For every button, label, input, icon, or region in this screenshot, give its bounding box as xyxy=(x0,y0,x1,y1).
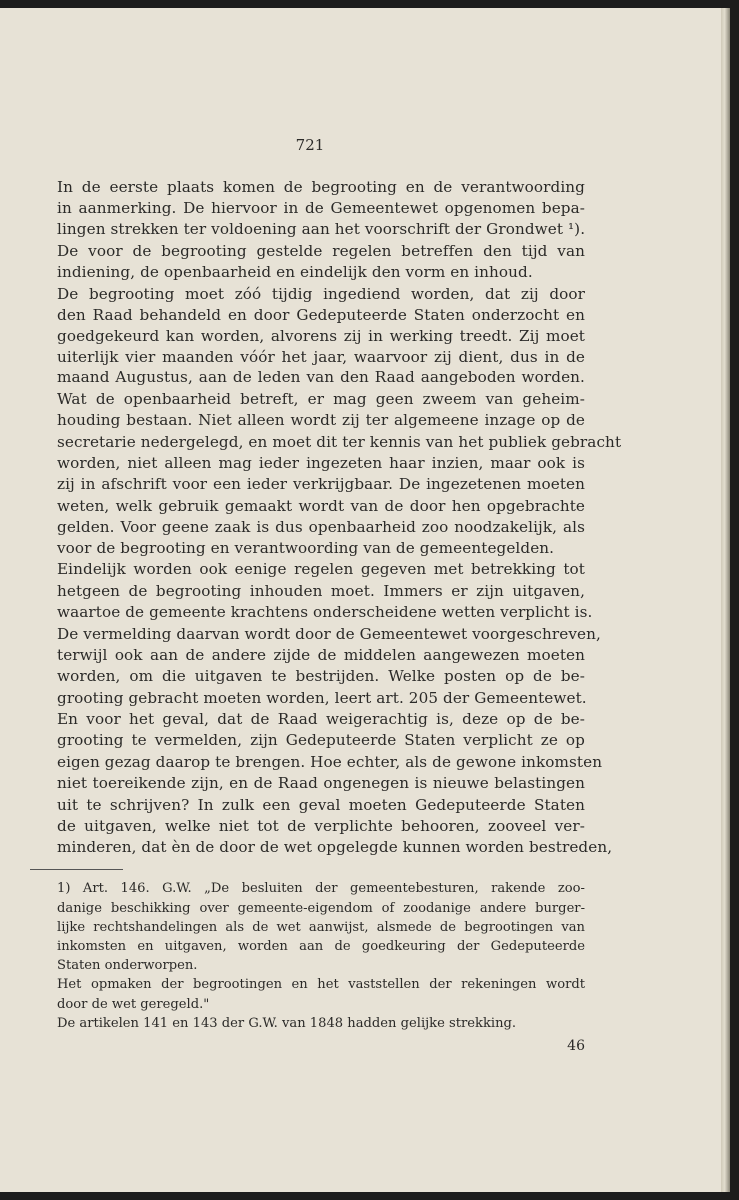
footnote-line: inkomsten en uitgaven, worden aan de goedkeuring der Gedeputeerde xyxy=(57,939,585,954)
body-line: De begrooting moet zóó tijdig ingediend worden, dat zij door xyxy=(57,285,585,303)
body-line: goedgekeurd kan worden, alvorens zij in werking treedt. Zij moet xyxy=(57,327,585,345)
footnote-line: Het opmaken der begrootingen en het vaststellen der rekeningen wordt xyxy=(57,977,585,992)
body-line: gelden. Voor geene zaak is dus openbaarheid zoo noodzakelijk, als xyxy=(57,518,585,536)
footnote-line: 1) Art. 146. G.W. „De besluiten der gemeentebesturen, rakende zoo- xyxy=(57,881,585,896)
footnote-line: danige beschikking over gemeente-eigendom of zoodanige andere burger- xyxy=(57,901,585,916)
body-line: maand Augustus, aan de leden van den Raad aangeboden worden. xyxy=(57,368,585,386)
body-line: minderen, dat èn de door de wet opgelegde kunnen worden bestreden, xyxy=(57,838,613,856)
body-line: uit te schrijven? In zulk een geval moeten Gedeputeerde Staten xyxy=(57,796,585,814)
page-edge xyxy=(721,8,730,1192)
body-line: den Raad behandeld en door Gedeputeerde Staten onderzocht en xyxy=(57,306,585,324)
body-line: grooting te vermelden, zijn Gedeputeerde Staten verplicht ze op xyxy=(57,731,585,749)
body-line: voor de begrooting en verantwoording van de gemeentegelden. xyxy=(57,539,555,557)
body-line: waartoe de gemeente krachtens onderscheidene wetten verplicht is. xyxy=(57,603,593,621)
body-line: De voor de begrooting gestelde regelen betreffen den tijd van xyxy=(57,242,585,260)
body-line: Wat de openbaarheid betreft, er mag geen zweem van geheim- xyxy=(57,390,585,408)
body-line: houding bestaan. Niet alleen wordt zij ter algemeene inzage op de xyxy=(57,411,585,429)
body-line: De vermelding daarvan wordt door de Gemeentewet voorgeschreven, xyxy=(57,625,601,643)
footnote-line: lijke rechtshandelingen als de wet aanwijst, alsmede de begrootingen van xyxy=(57,920,585,935)
body-line: weten, welk gebruik gemaakt wordt van de door hen opgebrachte xyxy=(57,497,585,515)
body-line: uiterlijk vier maanden vóór het jaar, waarvoor zij dient, dus in de xyxy=(57,348,585,366)
book-page xyxy=(0,8,721,1192)
footnote-line: Staten onderworpen. xyxy=(57,958,198,973)
footnote-rule xyxy=(30,869,123,870)
body-line: de uitgaven, welke niet tot de verplichte behooren, zooveel ver- xyxy=(57,817,585,835)
body-line: eigen gezag daarop te brengen. Hoe echter, als de gewone inkomsten xyxy=(57,753,603,771)
body-line: Eindelijk worden ook eenige regelen gegeven met betrekking tot xyxy=(57,560,585,578)
page-number: 721 xyxy=(295,136,325,154)
body-line: terwijl ook aan de andere zijde de middelen aangewezen moeten xyxy=(57,646,585,664)
body-line: lingen strekken ter voldoening aan het voorschrift der Grondwet ¹). xyxy=(57,220,586,238)
body-line: secretarie nedergelegd, en moet dit ter kennis van het publiek gebracht xyxy=(57,433,622,451)
body-line: worden, om die uitgaven te bestrijden. Welke posten op de be- xyxy=(57,667,585,685)
body-line: zij in afschrift voor een ieder verkrijgbaar. De ingezetenen moeten xyxy=(57,475,585,493)
body-line: worden, niet alleen mag ieder ingezeten haar inzien, maar ook is xyxy=(57,454,585,472)
body-line: En voor het geval, dat de Raad weigerachtig is, deze op de be- xyxy=(57,710,585,728)
body-line: hetgeen de begrooting inhouden moet. Immers er zijn uitgaven, xyxy=(57,582,585,600)
body-line: niet toereikende zijn, en de Raad ongenegen is nieuwe belastingen xyxy=(57,774,585,792)
footnote-line: De artikelen 141 en 143 der G.W. van 1848 hadden gelijke strekking. xyxy=(57,1016,517,1031)
signature-mark: 46 xyxy=(567,1038,585,1054)
body-line: In de eerste plaats komen de begrooting en de verantwoording xyxy=(57,178,585,196)
body-line: in aanmerking. De hiervoor in de Gemeentewet opgenomen bepa- xyxy=(57,199,585,217)
body-line: indiening, de openbaarheid en eindelijk den vorm en inhoud. xyxy=(57,263,533,281)
footnote-line: door de wet geregeld." xyxy=(57,997,210,1012)
body-line: grooting gebracht moeten worden, leert art. 205 der Gemeentewet. xyxy=(57,689,587,707)
